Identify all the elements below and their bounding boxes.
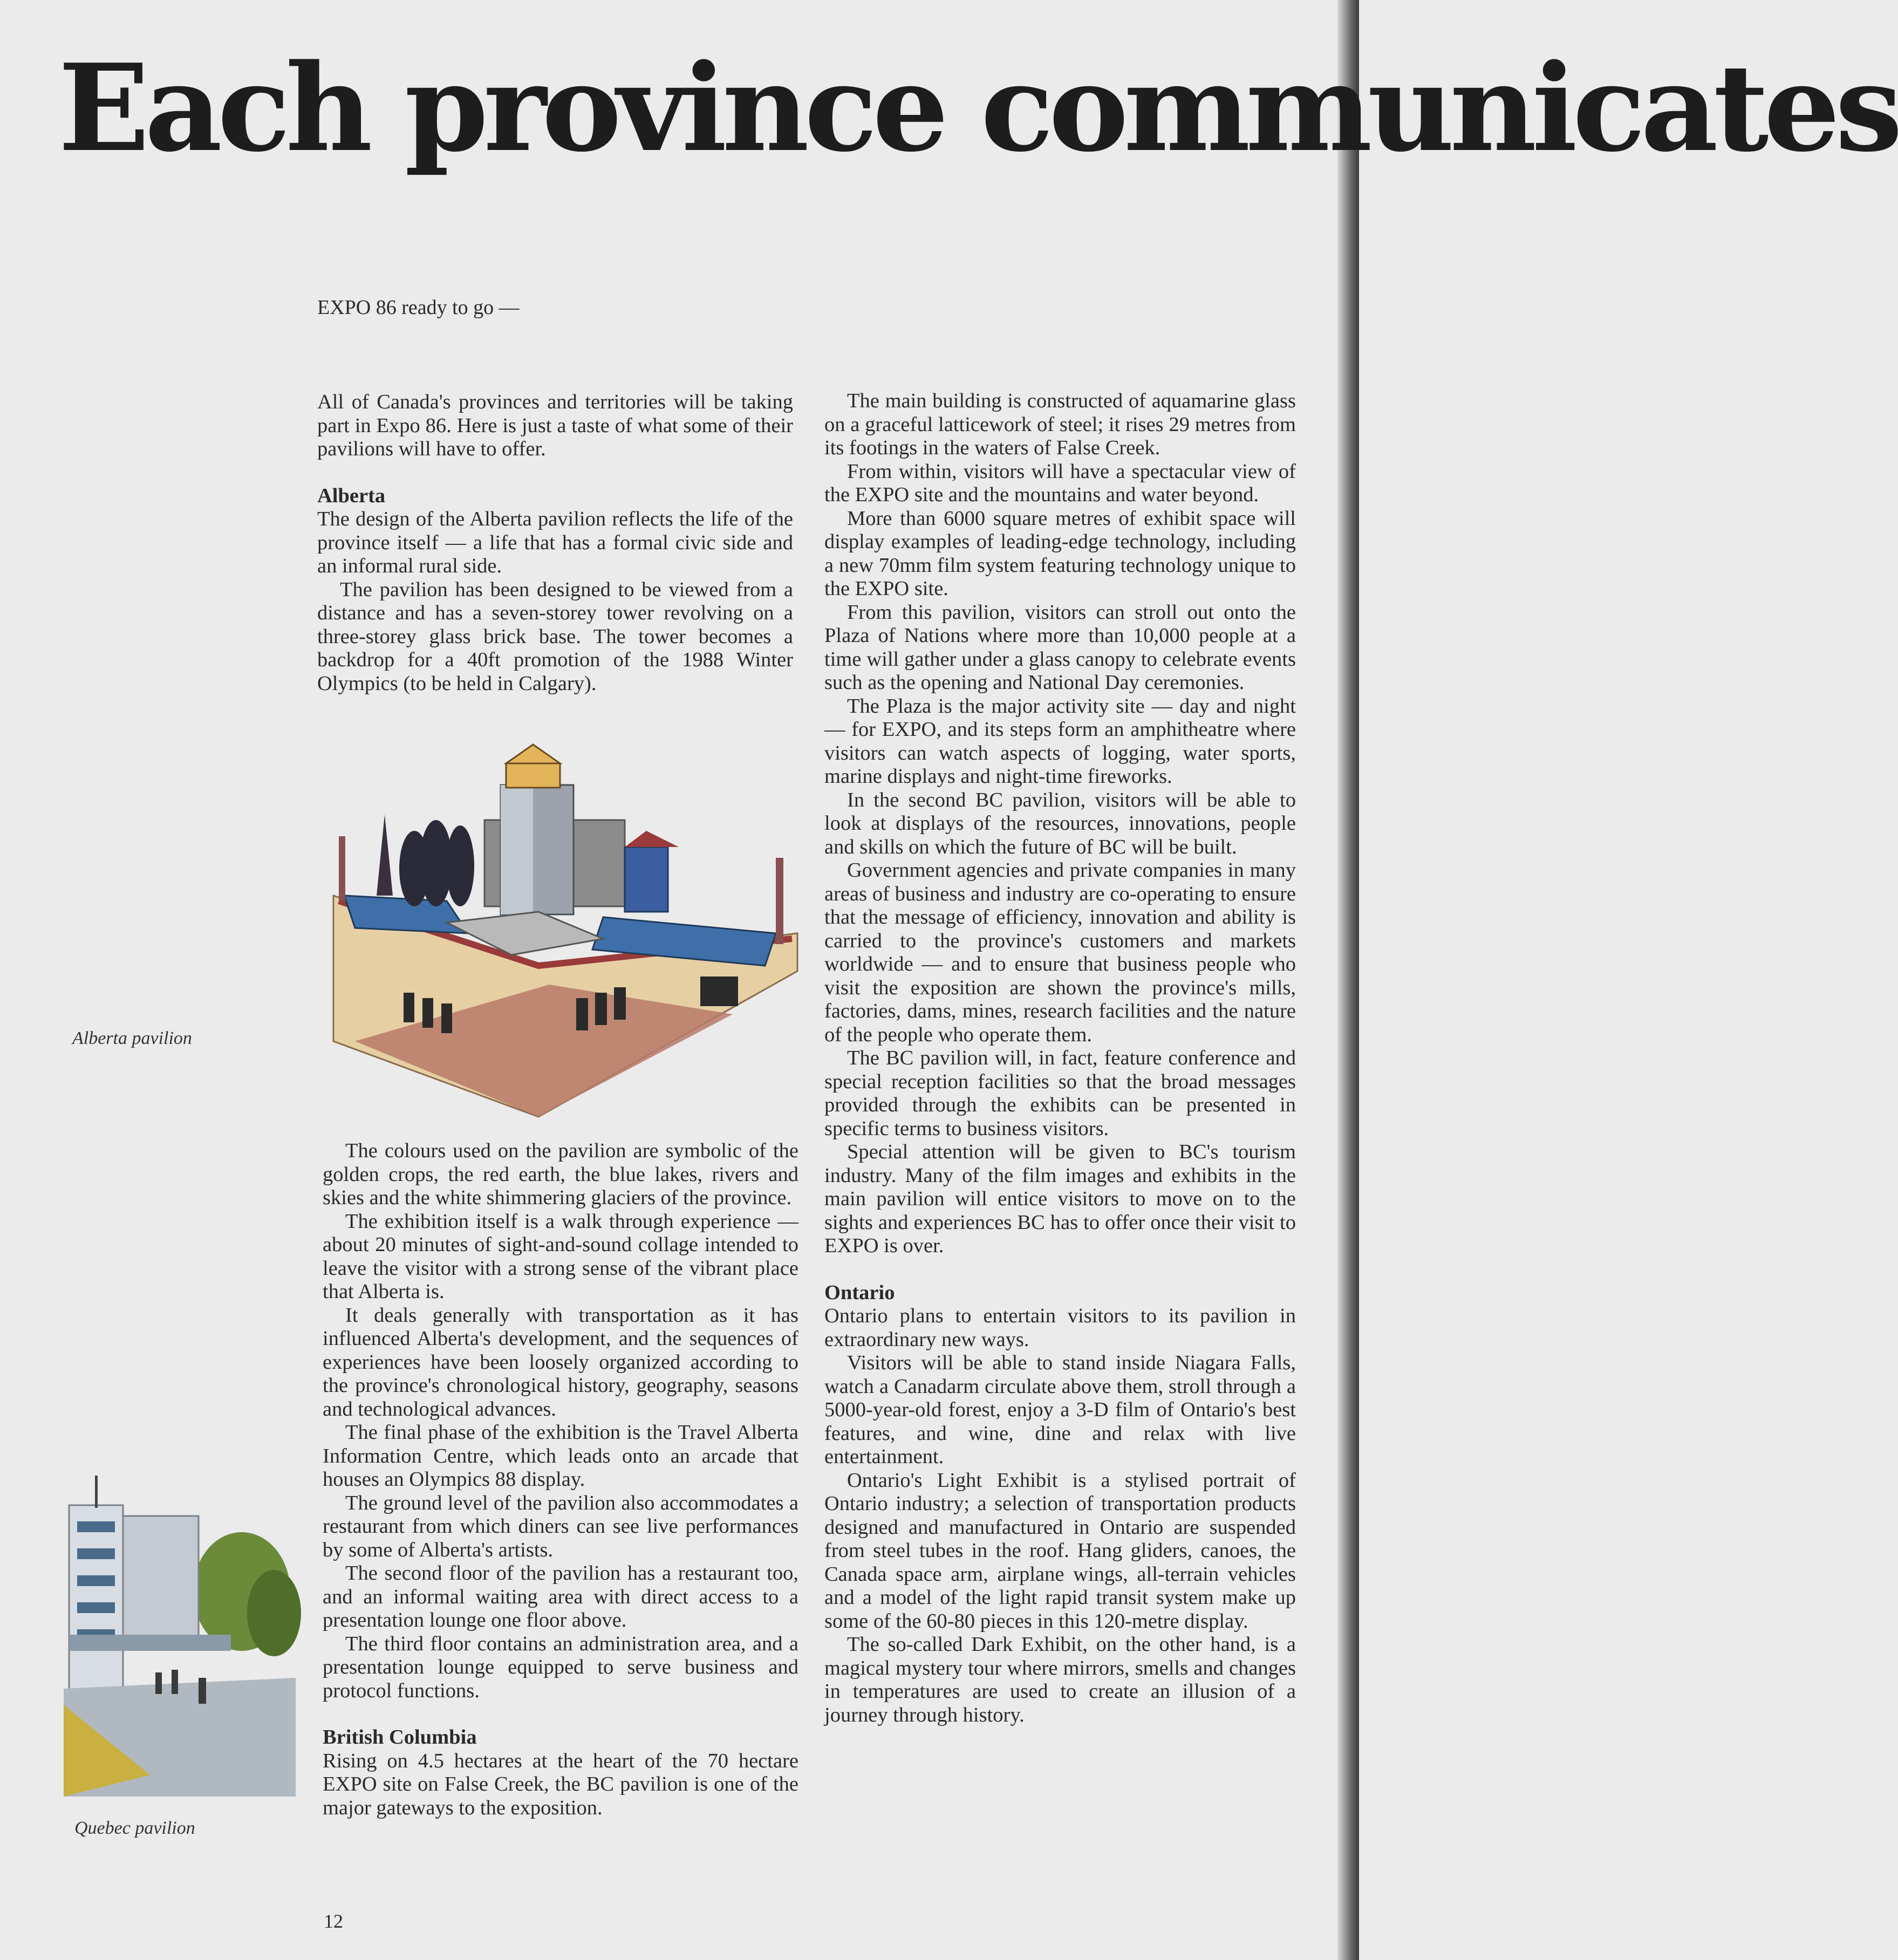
body-paragraph: More than 6000 square metres of exhibit space will display examples of leading-edge technology, including a new 70mm film system featuring technology unique to the EXPO site. [824, 507, 1296, 600]
left-column-bottom [323, 1139, 798, 1820]
body-paragraph: Special attention will be given to BC's tourism industry. Many of the film images and exhibits in the main pavilion will entice visitors to move on to the sights and experiences BC has to offer once their visit to EXPO is over. [824, 1141, 1296, 1257]
page-number: 12 [324, 1910, 343, 1932]
section-heading: Alberta [317, 484, 386, 507]
paragraph-gap [317, 461, 793, 484]
caption-alberta: Alberta pavilion [72, 1028, 192, 1048]
body-paragraph: The design of the Alberta pavilion reflects the life of the province itself — a life that has a formal civic side and an informal rural side. [317, 508, 793, 577]
page-headline: Each province communicates [58, 38, 1898, 179]
body-paragraph: The so-called Dark Exhibit, on the other hand, is a magical mystery tour where mirrors, smells and changes in temperatures are used to create an illusion of a journey through history. [824, 1633, 1296, 1726]
section-heading: British Columbia [323, 1726, 477, 1749]
section-heading: Ontario [824, 1281, 895, 1304]
body-paragraph: Ontario's Light Exhibit is a stylised portrait of Ontario industry; a selection of transportation products designed and manufactured in Ontario are suspended from steel tubes in the roof. Hang gliders, canoes, the Canada space arm, airplane wings, all-terrain vehicles and a model of the light rapid transit system make up some of the 60-80 pieces in this 120-metre display. [824, 1469, 1296, 1633]
kicker-line: EXPO 86 ready to go — [317, 296, 520, 319]
body-paragraph: The Plaza is the major activity site — day and night — for EXPO, and its steps form an amphitheatre where visitors can watch aspects of logging, water sports, marine displays and night-time fireworks. [824, 694, 1296, 788]
body-paragraph: The main building is constructed of aquamarine glass on a graceful latticework of steel; it rises 29 metres from its footings in the waters of False Creek. [824, 390, 1296, 459]
body-paragraph: From this pavilion, visitors can stroll out onto the Plaza of Nations where more than 10,000 people at a time will gather under a glass canopy to celebrate events such as the opening and National Day ceremonies. [824, 600, 1296, 694]
body-paragraph: It deals generally with transportation as it has influenced Alberta's development, and the sequences of experiences have been loosely organized according to the province's chronological history, geography, seasons and technological advances. [323, 1303, 798, 1421]
body-paragraph: All of Canada's provinces and territories will be taking part in Expo 86. Here is just a taste of what some of their pavilions will have to offer. [317, 391, 793, 460]
body-paragraph: From within, visitors will have a spectacular view of the EXPO site and the mountains and water beyond. [824, 460, 1296, 506]
body-paragraph: The ground level of the pavilion also accommodates a restaurant from which diners can see live performances by some of Alberta's artists. [323, 1491, 798, 1561]
body-paragraph: The pavilion has been designed to be viewed from a distance and has a seven-storey tower revolving on a three-storey glass brick base. The tower becomes a backdrop for a 40ft promotion of the 1988 Winter Olympics (to be held in Calgary). [317, 578, 793, 695]
body-paragraph: The BC pavilion will, in fact, feature conference and special reception facilities so that the broad messages provided through the exhibits can be presented in specific terms to business visitors. [824, 1047, 1296, 1140]
alberta-pavilion-illustration [323, 739, 808, 1128]
body-paragraph: In the second BC pavilion, visitors will be able to look at displays of the resources, innovations, people and skills on which the future of BC will be built. [824, 788, 1296, 858]
body-paragraph: Rising on 4.5 hectares at the heart of the 70 hectare EXPO site on False Creek, the BC pavilion is one of the major gateways to the exposition. [323, 1749, 798, 1819]
caption-quebec: Quebec pavilion [74, 1818, 195, 1838]
paragraph-gap [824, 1258, 1296, 1281]
right-column [824, 390, 1296, 1727]
body-paragraph: Ontario plans to entertain visitors to its pavilion in extraordinary new ways. [824, 1305, 1296, 1351]
paragraph-gap [323, 1703, 798, 1726]
body-paragraph: The exhibition itself is a walk through experience — about 20 minutes of sight-and-sound collage intended to leave the visitor with a strong sense of the vibrant place that Alberta is. [323, 1210, 798, 1303]
body-paragraph: The colours used on the pavilion are symbolic of the golden crops, the red earth, the blue lakes, rivers and skies and the white shimmering glaciers of the province. [323, 1139, 798, 1209]
body-paragraph: The second floor of the pavilion has a restaurant too, and an informal waiting area with direct access to a presentation lounge one floor above. [323, 1562, 798, 1631]
page-binding-edge [1337, 0, 1359, 1960]
body-paragraph: The final phase of the exhibition is the Travel Alberta Information Centre, which leads onto an arcade that houses an Olympics 88 display. [323, 1421, 798, 1491]
left-column-top [317, 391, 793, 695]
body-paragraph: Visitors will be able to stand inside Niagara Falls, watch a Canadarm circulate above them, stroll through a 5000-year-old forest, enjoy a 3-D film of Ontario's best features, and wine, dine and relax with live entertainment. [824, 1351, 1296, 1468]
body-paragraph: The third floor contains an administration area, and a presentation lounge equipped to serve business and protocol functions. [323, 1632, 798, 1702]
quebec-pavilion-illustration [64, 1473, 296, 1797]
body-paragraph: Government agencies and private companies in many areas of business and industry are co-operating to ensure that the message of efficiency, innovation and ability is carried to the province's customers and markets worldwide — and to ensure that business people who visit the exposition are shown the province's mills, factories, dams, mines, research facilities and the nature of the people who operate them. [824, 859, 1296, 1046]
